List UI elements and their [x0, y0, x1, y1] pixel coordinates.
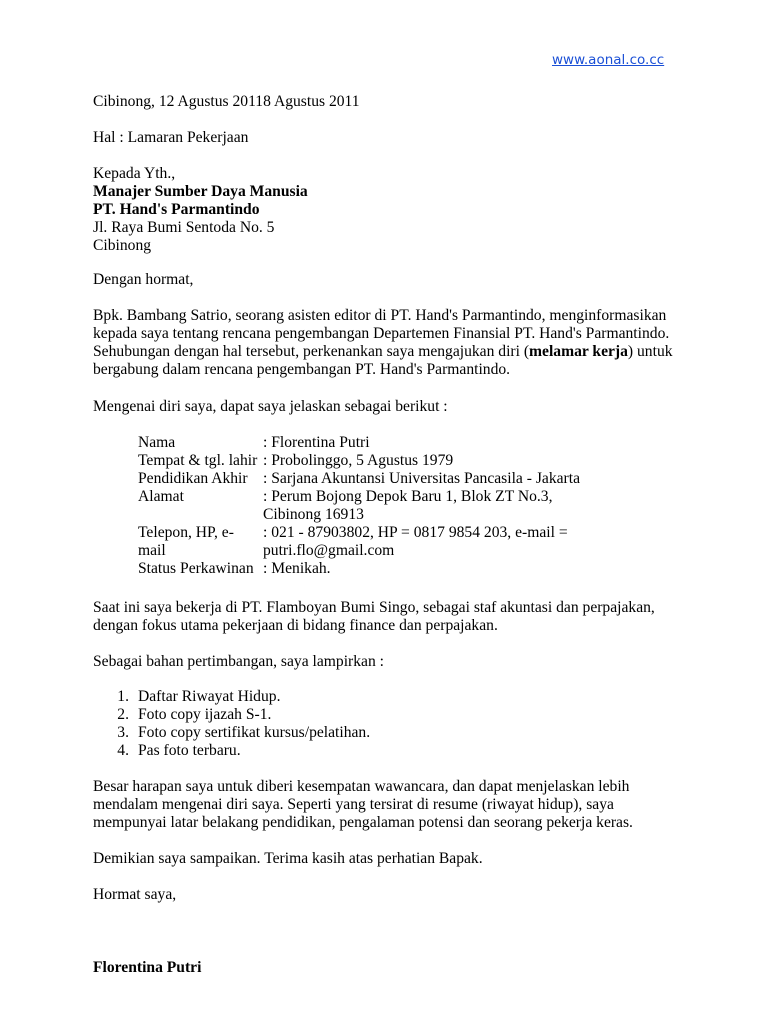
about-intro-text: Mengenai diri saya, dapat saya jelaskan sebagai berikut :: [93, 398, 448, 415]
table-row: [138, 524, 603, 560]
info-value: : 021 - 87903802, HP = 0817 9854 203, e-mail = putri.flo@gmail.com: [263, 524, 568, 559]
salutation: [93, 271, 693, 289]
hope-line: mempunyai latar belakang pendidikan, pengalaman potensi dan seorang pekerja keras.: [93, 814, 633, 831]
intro-text: ) untuk: [627, 343, 673, 360]
letter-date: [93, 93, 693, 111]
work-line: dengan fokus utama pekerjaan di bidang finance dan perpajakan.: [93, 617, 498, 634]
info-value: : Menikah.: [263, 560, 331, 577]
list-text: Foto copy sertifikat kursus/pelatihan.: [138, 724, 371, 741]
info-label: Nama: [138, 434, 176, 451]
about-intro: [93, 398, 693, 416]
table-row: [138, 434, 603, 452]
recipient-greeting: Kepada Yth.,: [93, 165, 176, 182]
work-paragraph: [93, 599, 733, 635]
intro-bold-text: melamar kerja: [529, 343, 628, 360]
personal-info-table: [138, 434, 603, 578]
info-value: : Probolinggo, 5 Agustus 1979: [263, 452, 454, 469]
website-link[interactable]: www.aonal.co.cc: [552, 52, 665, 68]
signature: [93, 959, 693, 977]
info-label: Telepon, HP, e-mail: [138, 524, 234, 559]
intro-line: [93, 343, 733, 361]
info-label: Tempat & tgl. lahir: [138, 452, 258, 469]
list-item: [93, 724, 370, 742]
info-label: Status Perkawinan: [138, 560, 254, 577]
recipient-street: Jl. Raya Bumi Sentoda No. 5: [93, 219, 275, 236]
intro-line: Bpk. Bambang Satrio, seorang asisten editor di PT. Hand's Parmantindo, menginformasikan: [93, 307, 667, 324]
info-value: : Sarjana Akuntansi Universitas Pancasila - Jakarta: [263, 470, 580, 487]
signature-name: Florentina Putri: [93, 959, 202, 976]
attachments-intro-text: Sebagai bahan pertimbangan, saya lampirkan :: [93, 653, 384, 670]
sign-off: [93, 886, 693, 904]
info-value: : Perum Bojong Depok Baru 1, Blok ZT No.3, Cibinong 16913: [263, 488, 553, 523]
closing-text: Demikian saya sampaikan. Terima kasih atas perhatian Bapak.: [93, 850, 483, 867]
list-item: [93, 706, 370, 724]
attachments-intro: [93, 653, 693, 671]
attachments-list: [93, 688, 370, 760]
recipient-city: Cibinong: [93, 237, 152, 254]
list-text: Foto copy ijazah S-1.: [138, 706, 272, 723]
work-line: Saat ini saya bekerja di PT. Flamboyan Bumi Singo, sebagai staf akuntasi dan perpajakan,: [93, 599, 655, 616]
closing: [93, 850, 693, 868]
recipient-position: Manajer Sumber Daya Manusia: [93, 183, 308, 200]
list-number: 1.: [117, 688, 129, 705]
list-item: [93, 742, 370, 760]
list-number: 3.: [117, 724, 129, 741]
list-item: [93, 688, 370, 706]
salutation-text: Dengan hormat,: [93, 271, 194, 288]
recipient-company: PT. Hand's Parmantindo: [93, 201, 260, 218]
table-row: [138, 470, 603, 488]
list-number: 4.: [117, 742, 129, 759]
hope-line: Besar harapan saya untuk diberi kesempatan wawancara, dan dapat menjelaskan lebih: [93, 778, 630, 795]
date-text: Cibinong, 12 Agustus 20118 Agustus 2011: [93, 93, 360, 110]
info-label: Alamat: [138, 488, 184, 505]
intro-text: Sehubungan dengan hal tersebut, perkenankan saya mengajukan diri (: [93, 343, 530, 360]
letter-subject: [93, 129, 693, 147]
intro-line: kepada saya tentang rencana pengembangan Departemen Finansial PT. Hand's Parmantindo.: [93, 325, 670, 342]
hope-paragraph: [93, 778, 733, 832]
info-label: Pendidikan Akhir: [138, 470, 248, 487]
table-row: [138, 452, 603, 470]
intro-paragraph: [93, 307, 733, 379]
subject-text: Hal : Lamaran Pekerjaan: [93, 129, 249, 146]
list-number: 2.: [117, 706, 129, 723]
sign-off-text: Hormat saya,: [93, 886, 177, 903]
intro-line: bergabung dalam rencana pengembangan PT. Hand's Parmantindo.: [93, 361, 511, 378]
list-text: Pas foto terbaru.: [138, 742, 241, 759]
recipient-block: [93, 165, 693, 255]
table-row: [138, 560, 603, 578]
table-row: [138, 488, 603, 524]
info-value: : Florentina Putri: [263, 434, 370, 451]
list-text: Daftar Riwayat Hidup.: [138, 688, 281, 705]
hope-line: mendalam mengenai diri saya. Seperti yang tersirat di resume (riwayat hidup), saya: [93, 796, 614, 813]
